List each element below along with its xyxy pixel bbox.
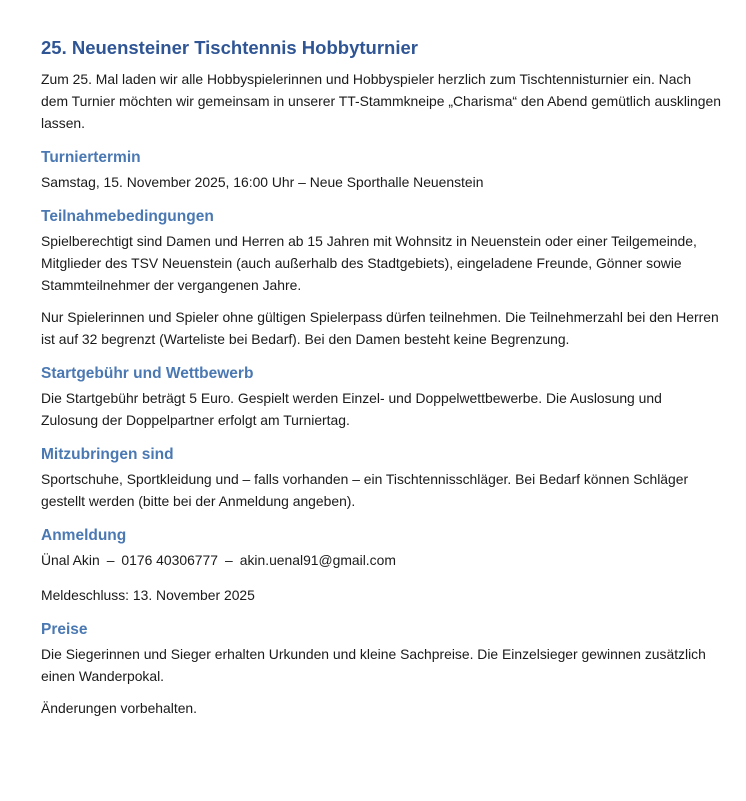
contact-separator: – (106, 552, 115, 568)
document-body (41, 33, 721, 719)
anmeldung-contact-line (41, 549, 721, 571)
contact-phone: 0176 40306777 (121, 552, 218, 568)
heading-mitzubringen: Mitzubringen sind (41, 446, 174, 463)
anmeldung-deadline: Meldeschluss: 13. November 2025 (41, 587, 255, 603)
contact-name: Ünal Akin (41, 552, 100, 568)
footer-note: Änderungen vorbehalten. (41, 700, 198, 716)
contact-email: akin.uenal91@gmail.com (239, 552, 396, 568)
contact-separator: – (225, 552, 233, 568)
termin-text: Samstag, 15. November 2025, 16:00 Uhr – Neue Sporthalle Neuenstein (41, 174, 484, 190)
heading-startgebuehr: Startgebühr und Wettbewerb (41, 365, 254, 382)
document-title: 25. Neuensteiner Tischtennis Hobbyturnier (41, 37, 418, 58)
intro-paragraph: Zum 25. Mal laden wir alle Hobbyspielerinnen und Hobbyspieler herzlich zum Tischtennisturnier ein. Nach dem Turnier möchten wir gemeinsam in unserer TT-Stammkneipe „Charisma“ den Abend gemütlich ausklingen lassen. (41, 71, 721, 131)
bedingungen-paragraph-1: Spielberechtigt sind Damen und Herren ab 15 Jahren mit Wohnsitz in Neuenstein oder einer Teilgemeinde, Mitglieder des TSV Neuenstein (auch außerhalb des Stadtgebiets), eingeladene Freunde, Gönner sowie Stammteilnehmer der vergangenen Jahre. (41, 233, 697, 293)
mitzubringen-text: Sportschuhe, Sportkleidung und – falls vorhanden – ein Tischtennisschläger. Bei Bedarf können Schläger gestellt werden (bitte bei der Anmeldung angeben). (41, 471, 689, 509)
heading-turniertermin: Turniertermin (41, 149, 141, 166)
startgebuehr-text: Die Startgebühr beträgt 5 Euro. Gespielt werden Einzel- und Doppelwettbewerbe. Die Auslosung und Zulosung der Doppelpartner erfolgt am Turniertag. (41, 390, 662, 428)
bedingungen-paragraph-2: Nur Spielerinnen und Spieler ohne gültigen Spielerpass dürfen teilnehmen. Die Teilnehmerzahl bei den Herren ist auf 32 begrenzt (Warteliste bei Bedarf). Bei den Damen besteht keine Begrenzung. (41, 309, 719, 347)
heading-teilnahmebedingungen: Teilnahmebedingungen (41, 208, 214, 225)
preise-text: Die Siegerinnen und Sieger erhalten Urkunden und kleine Sachpreise. Die Einzelsieger gewinnen zusätzlich einen Wanderpokal. (41, 646, 706, 684)
heading-preise: Preise (41, 621, 88, 638)
heading-anmeldung: Anmeldung (41, 527, 127, 544)
